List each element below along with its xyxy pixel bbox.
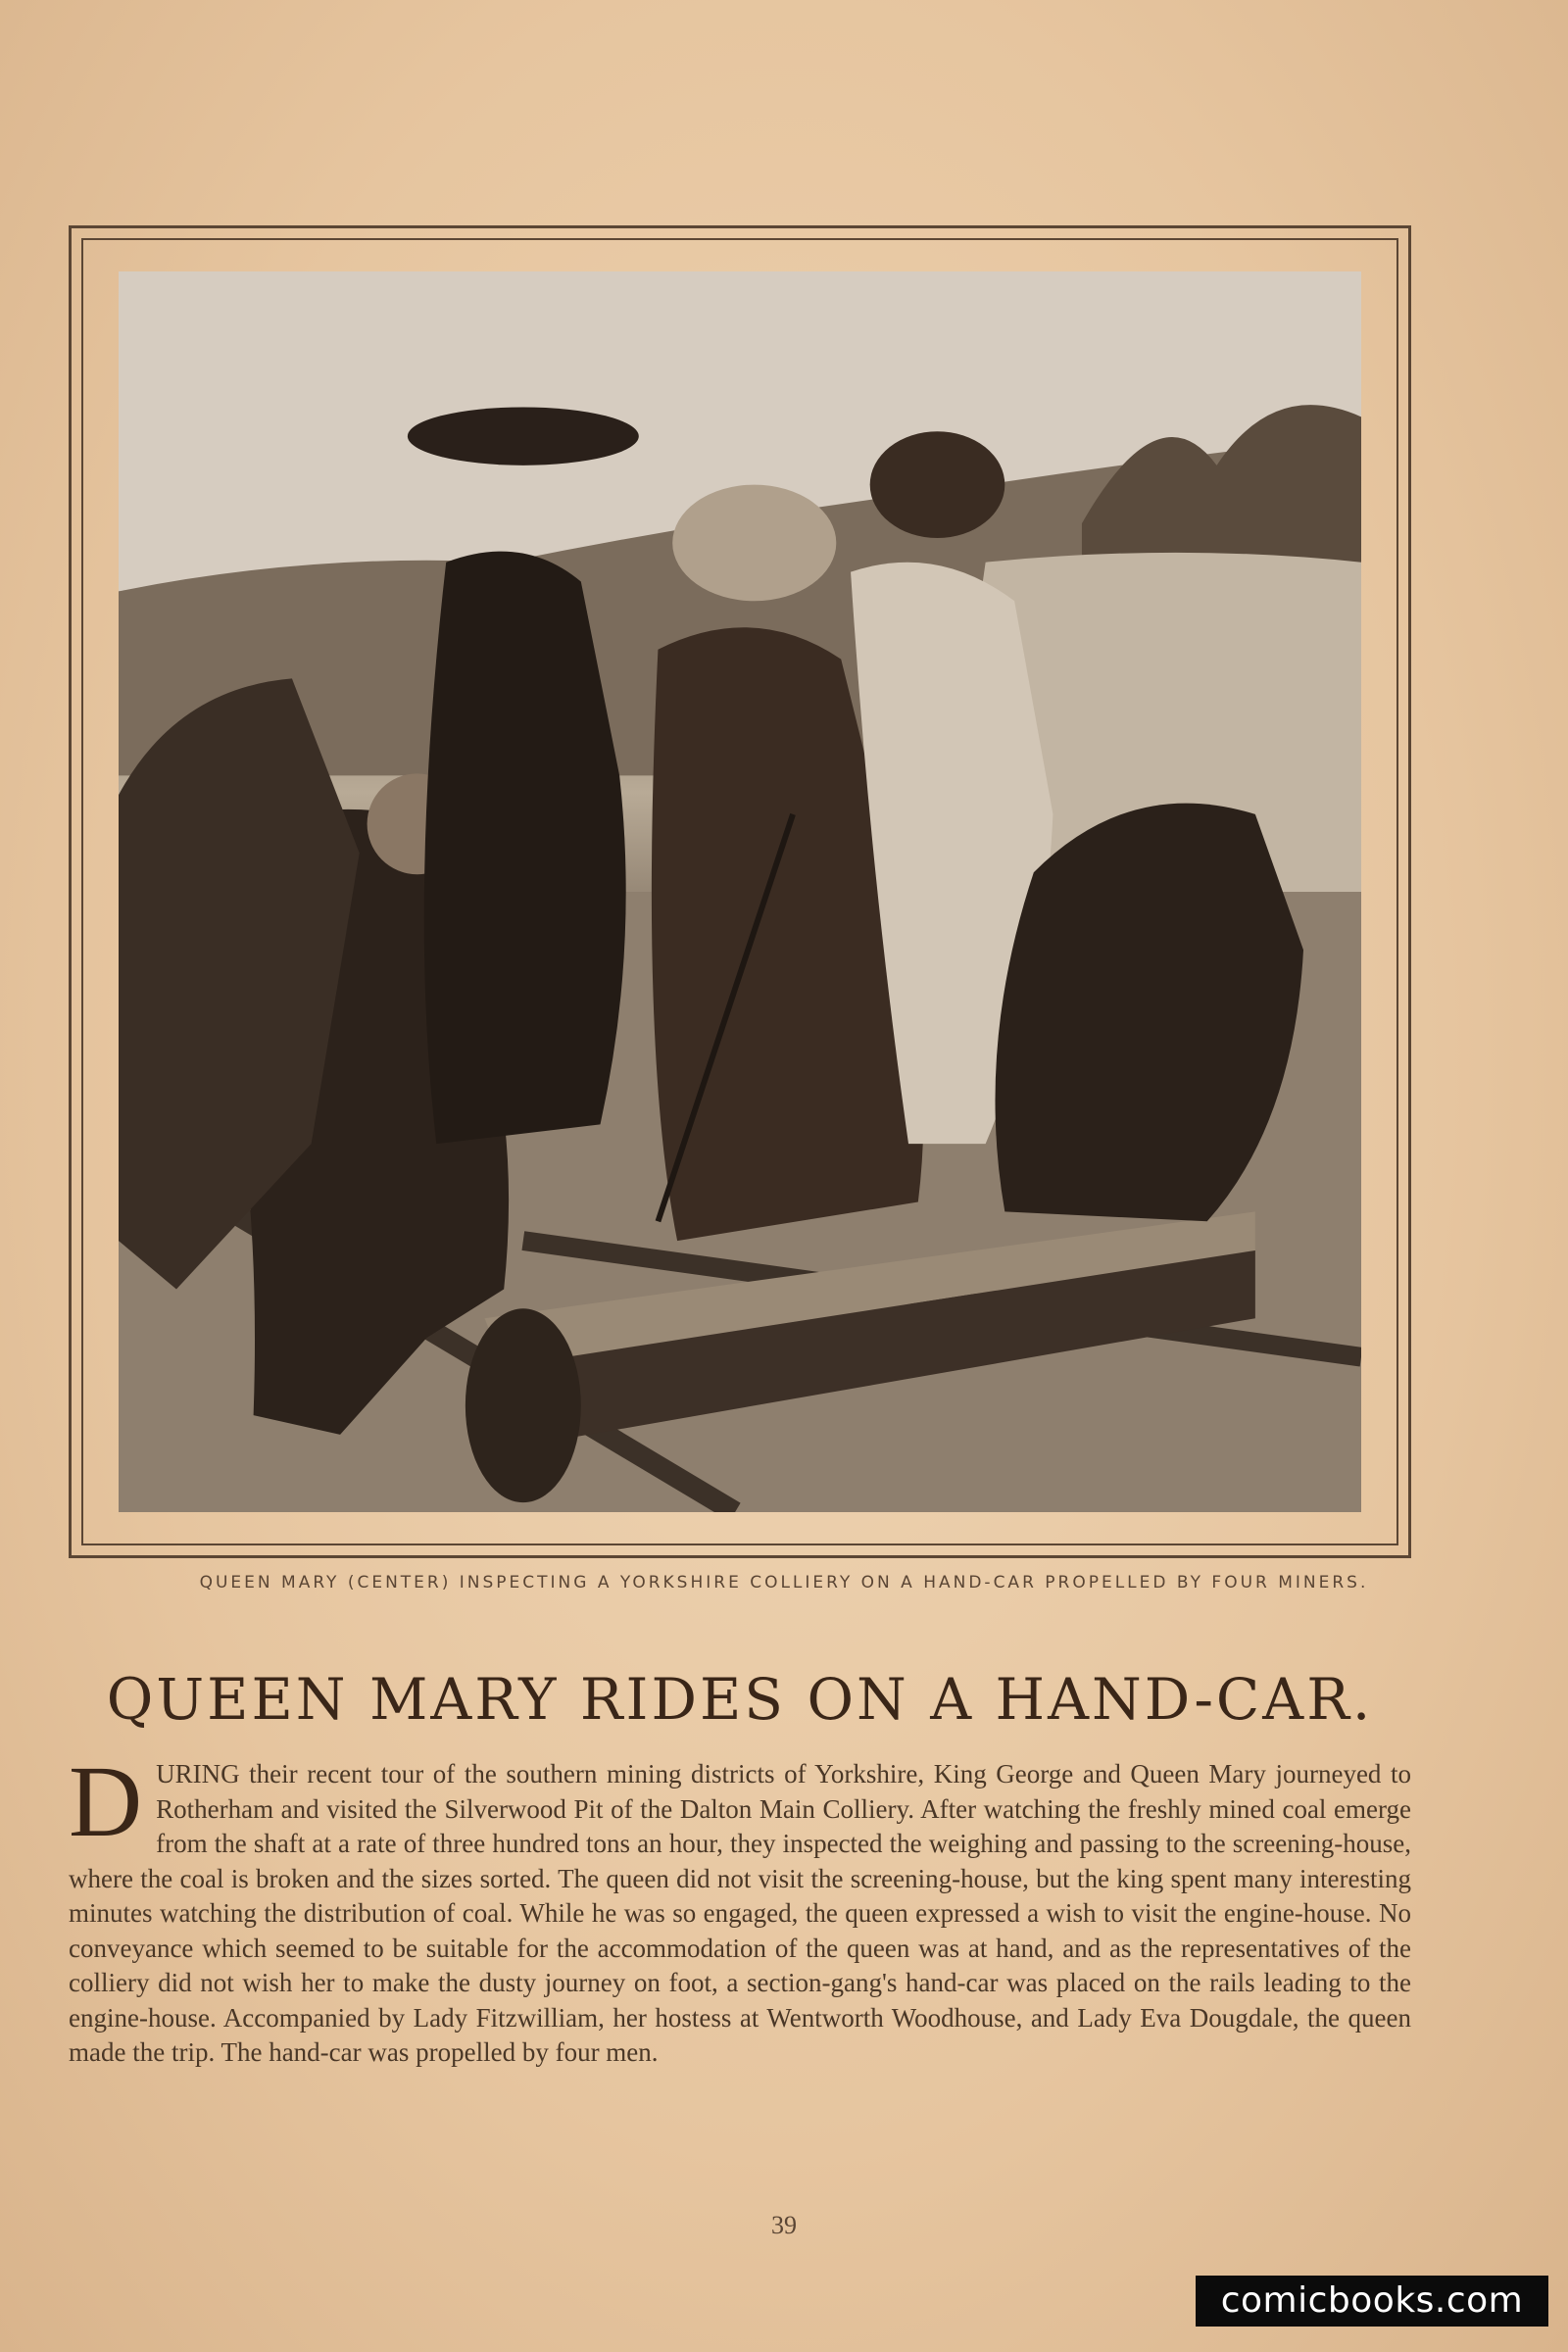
photo-lady-hat: [408, 407, 639, 465]
photo-frame: [69, 225, 1411, 1558]
page-number: 39: [771, 2211, 797, 2239]
photo-frame-inner: [81, 238, 1398, 1545]
photo-illustration: [119, 271, 1361, 1512]
article-headline: QUEEN MARY RIDES ON A HAND-CAR.: [106, 1666, 1374, 1733]
photo-queen-hat: [672, 485, 836, 602]
article-text: URING their recent tour of the southern mining districts of Yorkshire, King George and Queen Mary journeyed to Rotherham and visited the Silverwood Pit of the Dalton Main Colliery. After watching the freshly mined coal emerge from the shaft at a rate of three hundred tons an hour, they inspected the weighing and passing to the screening-house, where the coal is broken and the sizes sorted. The queen did not visit the screening-house, but the king spent many interesting minutes watching the distribution of coal. While he was so engaged, the queen expressed a wish to visit the engine-house. No conveyance which seemed to be suitable for the accommodation of the queen was at hand, and as the representatives of the colliery did not wish her to make the dusty journey on foot, a section-gang's hand-car was placed on the rails leading to the engine-house. Accompanied by Lady Fitzwilliam, her hostess at Wentworth Woodhouse, and Lady Eva Dougdale, the queen made the trip. The hand-car was propelled by four men.: [69, 1759, 1411, 2067]
photograph: [119, 271, 1361, 1512]
watermark-badge: comicbooks.com: [1196, 2276, 1548, 2327]
photo-handcar-wheel: [466, 1308, 581, 1502]
photo-lady-right-hat: [870, 431, 1005, 538]
article-body: [69, 1745, 1411, 2071]
drop-cap: D: [69, 1745, 143, 1858]
photo-caption: QUEEN MARY (CENTER) INSPECTING A YORKSHIRE COLLIERY ON A HAND-CAR PROPELLED BY FOUR MINERS.: [199, 1573, 1369, 1592]
